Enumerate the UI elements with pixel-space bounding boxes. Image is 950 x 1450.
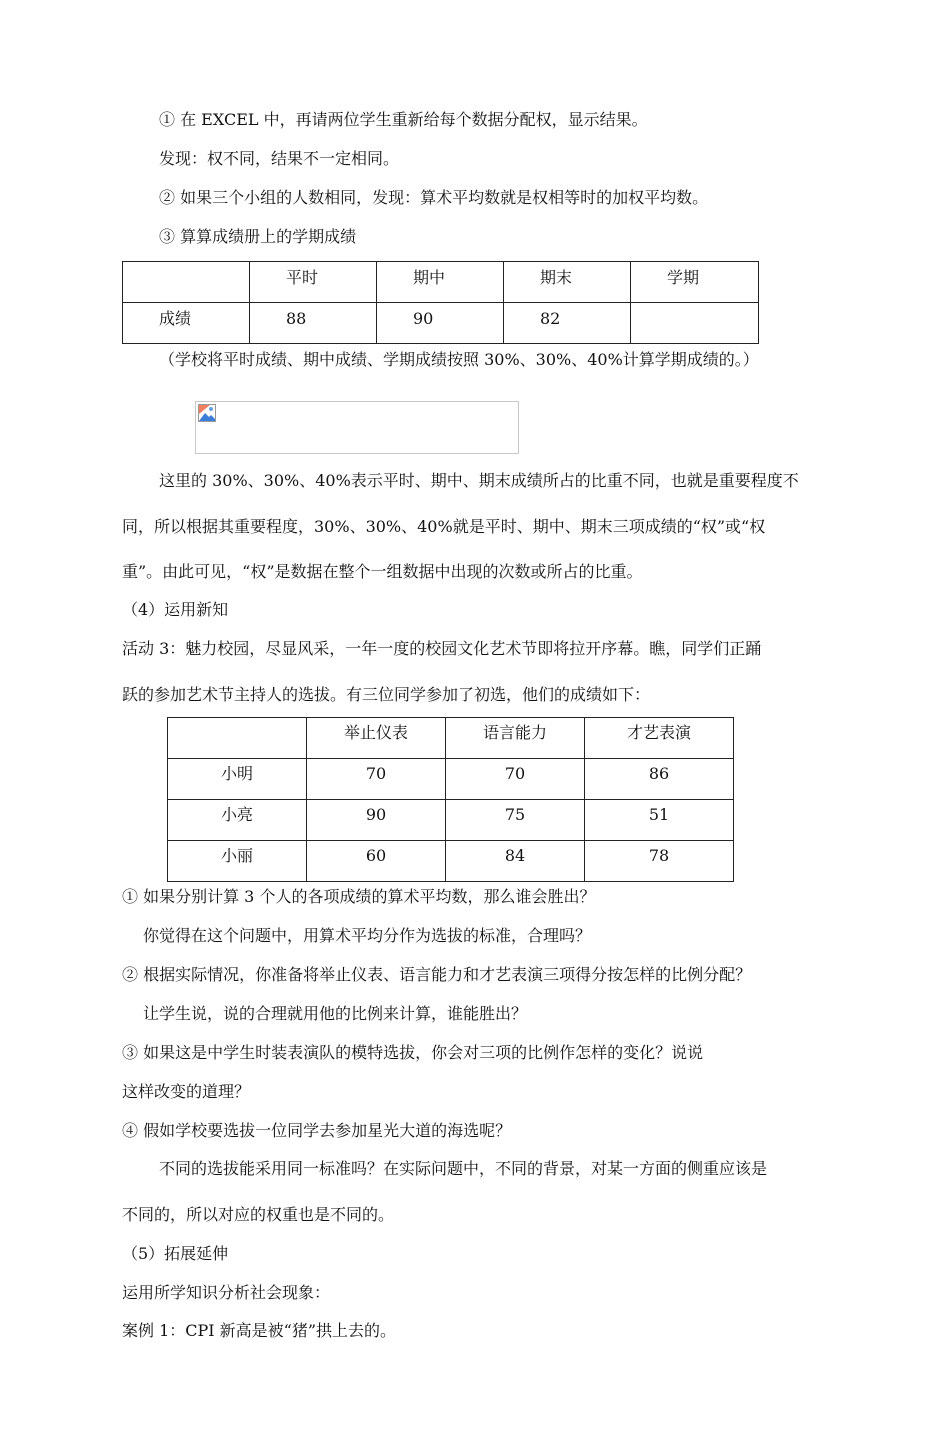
table-cell: 小亮: [168, 800, 307, 841]
broken-image-icon: [198, 404, 216, 422]
paragraph-weight-note: （学校将平时成绩、期中成绩、学期成绩按照 30%、30%、40%计算学期成绩的。）: [159, 350, 759, 369]
section-heading-extend: （5）拓展延伸: [122, 1244, 229, 1263]
table-row: [168, 841, 734, 882]
table-cell: 小明: [168, 759, 307, 800]
formula-image-placeholder: [195, 401, 519, 454]
table-cell: 86: [585, 759, 734, 800]
paragraph-conclusion-1: 不同的选拔能采用同一标准吗？在实际问题中，不同的背景，对某一方面的侧重应该是: [159, 1159, 768, 1178]
paragraph-conclusion-2: 不同的，所以对应的权重也是不同的。: [122, 1205, 395, 1224]
paragraph-activity-1: 活动 3：魅力校园，尽显风采，一年一度的校园文化艺术节即将拉开序幕。瞧，同学们正踊: [122, 639, 762, 658]
table-header-cell: 平时: [250, 262, 377, 303]
table-cell: 90: [307, 800, 446, 841]
table-row: [123, 303, 759, 344]
table-cell: [123, 262, 250, 303]
table-cell: 51: [585, 800, 734, 841]
table-cell: 75: [446, 800, 585, 841]
table-cell: 78: [585, 841, 734, 882]
paragraph-explanation-1: 这里的 30%、30%、40%表示平时、期中、期末成绩所占的比重不同，也就是重要程度不: [159, 471, 799, 490]
table-row: [168, 800, 734, 841]
table-cell: 小丽: [168, 841, 307, 882]
table-header-cell: 才艺表演: [585, 718, 734, 759]
table-cell: 成绩: [123, 303, 250, 344]
table-header-cell: 期末: [504, 262, 631, 303]
table-cell: 88: [250, 303, 377, 344]
grade-table: [122, 261, 759, 344]
table-cell: [631, 303, 759, 344]
table-cell: 60: [307, 841, 446, 882]
question-2: ② 根据实际情况，你准备将举止仪表、语言能力和才艺表演三项得分按怎样的比例分配？: [122, 965, 752, 984]
paragraph-excel-weights: ① 在 EXCEL 中，再请两位学生重新给每个数据分配权，显示结果。: [159, 110, 648, 129]
table-header-cell: 期中: [377, 262, 504, 303]
paragraph-equal-groups: ② 如果三个小组的人数相同，发现：算术平均数就是权相等时的加权平均数。: [159, 188, 709, 207]
table-cell: 70: [446, 759, 585, 800]
question-1: ① 如果分别计算 3 个人的各项成绩的算术平均数，那么谁会胜出？: [122, 887, 596, 906]
table-cell: 90: [377, 303, 504, 344]
question-1-followup: 你觉得在这个问题中，用算术平均分作为选拔的标准，合理吗？: [143, 926, 592, 945]
section-heading-apply: （4）运用新知: [122, 600, 229, 619]
question-3: ③ 如果这是中学生时装表演队的模特选拔，你会对三项的比例作怎样的变化？说说: [122, 1043, 704, 1062]
table-header-cell: 学期: [631, 262, 759, 303]
paragraph-activity-2: 跃的参加艺术节主持人的选拔。有三位同学参加了初选，他们的成绩如下：: [122, 685, 651, 704]
paragraph-calc-grade: ③ 算算成绩册上的学期成绩: [159, 227, 357, 246]
paragraph-finding: 发现：权不同，结果不一定相同。: [159, 149, 400, 168]
table-header-cell: 举止仪表: [307, 718, 446, 759]
question-2-followup: 让学生说，说的合理就用他的比例来计算，谁能胜出？: [143, 1004, 528, 1023]
paragraph-extend-intro: 运用所学知识分析社会现象：: [122, 1283, 331, 1302]
paragraph-explanation-2: 同，所以根据其重要程度，30%、30%、40%就是平时、期中、期末三项成绩的“权”或“权: [122, 517, 766, 536]
table-cell: [168, 718, 307, 759]
paragraph-explanation-3: 重”。由此可见，“权”是数据在整个一组数据中出现的次数或所占的比重。: [122, 562, 643, 581]
table-cell: 70: [307, 759, 446, 800]
table-row: [168, 718, 734, 759]
paragraph-case-1: 案例 1：CPI 新高是被“猪”拱上去的。: [122, 1321, 397, 1340]
contest-score-table: [167, 717, 734, 882]
table-cell: 84: [446, 841, 585, 882]
question-3-continued: 这样改变的道理？: [122, 1082, 251, 1101]
table-row: [123, 262, 759, 303]
question-4: ④ 假如学校要选拔一位同学去参加星光大道的海选呢？: [122, 1121, 512, 1140]
table-row: [168, 759, 734, 800]
table-header-cell: 语言能力: [446, 718, 585, 759]
table-cell: 82: [504, 303, 631, 344]
